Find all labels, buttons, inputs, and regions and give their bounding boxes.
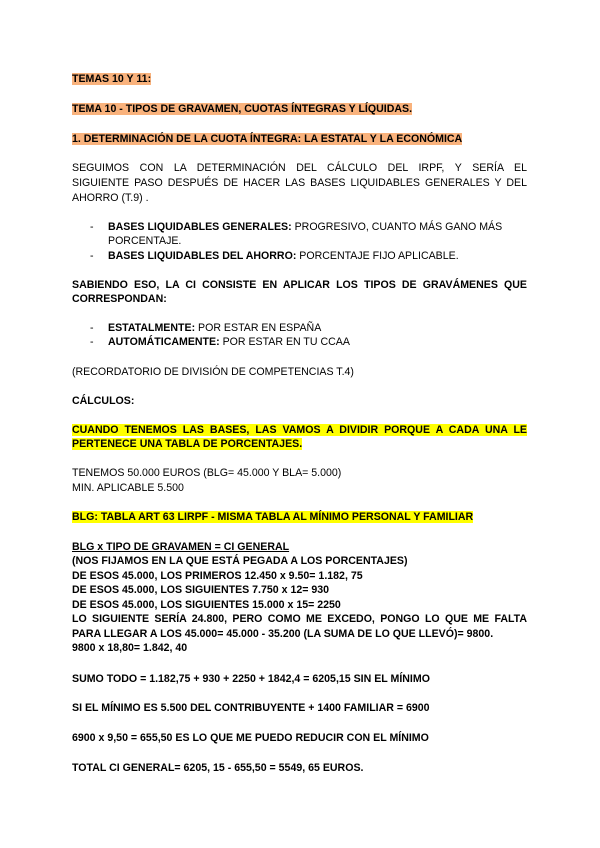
list-item-blg-cont: PORCENTAJE. (108, 235, 182, 247)
list-item-auto (108, 336, 350, 349)
list-item-bla-label: BASES LIQUIDABLES DEL AHORRO: (108, 250, 297, 262)
sabiendo-line-1: SABIENDO ESO, LA CI CONSISTE EN APLICAR LOS TIPOS DE GRAVÁMENES QUE (72, 279, 527, 291)
list-item-estatal (108, 322, 321, 335)
list-item-bla-text: PORCENTAJE FIJO APLICABLE. (296, 250, 459, 262)
list-item-auto-text: POR ESTAR EN TU CCAA (219, 336, 350, 348)
bullet-dash: - (90, 336, 94, 348)
list-item-blg (108, 221, 502, 234)
blg-heading-text: BLG: TABLA ART 63 LIRPF - MISMA TABLA AL MÍNIMO PERSONAL Y FAMILIAR (72, 511, 474, 523)
list-item-estatal-label: ESTATALMENTE: (108, 322, 196, 334)
cuando-line-1 (72, 424, 527, 437)
tenemos-line-1: TENEMOS 50.000 EUROS (BLG= 45.000 Y BLA= 5.000) (72, 467, 342, 479)
sabiendo-line-2: CORRESPONDAN: (72, 293, 167, 305)
bullet-dash: - (90, 322, 94, 334)
list-item-estatal-text: POR ESTAR EN ESPAÑA (195, 322, 322, 334)
sumo-line: SUMO TODO = 1.182,75 + 930 + 2250 + 1842,4 = 6205,15 SIN EL MÍNIMO (72, 673, 430, 685)
intro-line-2: SIGUIENTE PASO DESPUÉS DE HACER LAS BASES LIQUIDABLES GENERALES Y DEL (72, 177, 527, 189)
intro-line-1: SEGUIMOS CON LA DETERMINACIÓN DEL CÁLCULO DEL IRPF, Y SERÍA EL (72, 162, 527, 174)
recordatorio: (RECORDATORIO DE DIVISIÓN DE COMPETENCIAS T.4) (72, 366, 354, 378)
heading-temas (72, 73, 151, 86)
bullet-dash: - (90, 250, 94, 262)
list-item-blg-label: BASES LIQUIDABLES GENERALES: (108, 221, 292, 233)
heading-tema-10 (72, 103, 412, 116)
heading-temas-text: TEMAS 10 Y 11: (72, 73, 152, 85)
calc-line-7: 9800 x 18,80= 1.842, 40 (72, 642, 188, 654)
bullet-dash: - (90, 221, 94, 233)
reduce-line: 6900 x 9,50 = 655,50 ES LO QUE ME PUEDO REDUCIR CON EL MÍNIMO (72, 732, 429, 744)
calc-line-2: DE ESOS 45.000, LOS PRIMEROS 12.450 x 9.50= 1.182, 75 (72, 570, 363, 582)
heading-tema-10-text: TEMA 10 - TIPOS DE GRAVAMEN, CUOTAS ÍNTEGRAS Y LÍQUIDAS. (72, 103, 413, 115)
heading-section-1-text: 1. DETERMINACIÓN DE LA CUOTA ÍNTEGRA: LA ESTATAL Y LA ECONÓMICA (72, 133, 463, 145)
list-item-auto-label: AUTOMÁTICAMENTE: (108, 336, 220, 348)
cuando-line-1-text: CUANDO TENEMOS LAS BASES, LAS VAMOS A DIVIDIR PORQUE A CADA UNA LE (72, 424, 527, 436)
minimo-line: SI EL MÍNIMO ES 5.500 DEL CONTRIBUYENTE + 1400 FAMILIAR = 6900 (72, 702, 430, 714)
calc-line-4: DE ESOS 45.000, LOS SIGUIENTES 15.000 x 15= 2250 (72, 599, 341, 611)
tenemos-line-2: MIN. APLICABLE 5.500 (72, 482, 184, 494)
list-item-blg-text: PROGRESIVO, CUANTO MÁS GANO MÁS (291, 221, 503, 233)
calc-line-6: PARA LLEGAR A LOS 45.000= 45.000 - 35.200 (LA SUMA DE LO QUE LLEVÓ)= 9800. (72, 628, 494, 640)
blg-heading (72, 511, 473, 524)
list-item-bla (108, 250, 459, 263)
intro-line-3: AHORRO (T.9) . (72, 192, 149, 204)
formula: BLG x TIPO DE GRAVAMEN = CI GENERAL (72, 541, 290, 553)
cuando-line-2-text: PERTENECE UNA TABLA DE PORCENTAJES. (72, 438, 303, 450)
calc-line-1: (NOS FIJAMOS EN LA QUE ESTÁ PEGADA A LOS PORCENTAJES) (72, 555, 408, 567)
calculos-heading: CÁLCULOS: (72, 395, 135, 407)
calc-line-5: LO SIGUIENTE SERÍA 24.800, PERO COMO ME EXCEDO, PONGO LO QUE ME FALTA (72, 613, 527, 625)
heading-section-1 (72, 133, 462, 146)
calc-line-3: DE ESOS 45.000, LOS SIGUIENTES 7.750 x 12= 930 (72, 584, 330, 596)
cuando-line-2 (72, 438, 302, 451)
total-line: TOTAL CI GENERAL= 6205, 15 - 655,50 = 5549, 65 EUROS. (72, 762, 364, 774)
